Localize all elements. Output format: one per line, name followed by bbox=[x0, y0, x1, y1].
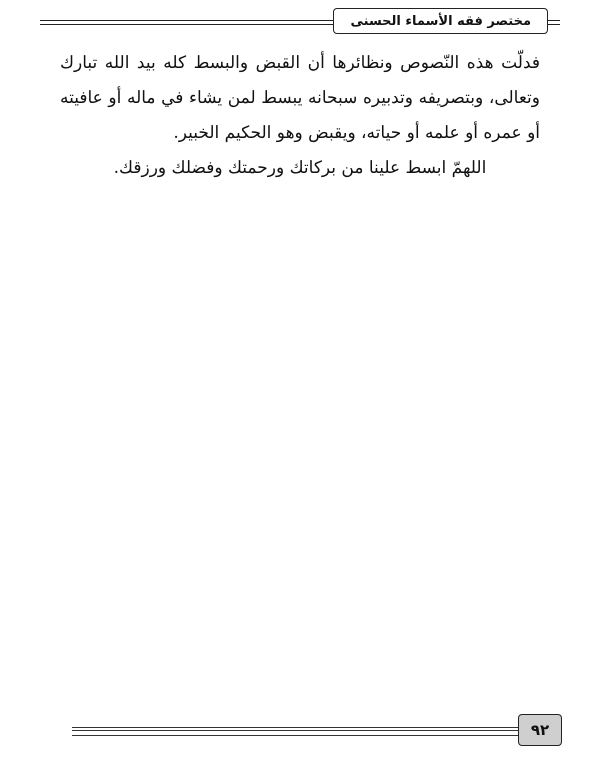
footer-rule bbox=[72, 727, 520, 736]
header-title-frame bbox=[333, 8, 548, 34]
page-body bbox=[60, 46, 540, 186]
running-header-title: مختصر فقه الأسماء الحسنى bbox=[350, 13, 531, 29]
page-number: ٩٢ bbox=[530, 721, 550, 739]
supplication-line: اللهمّ ابسط علينا من بركاتك ورحمتك وفضلك ورزقك. bbox=[113, 158, 487, 178]
page-number-badge bbox=[518, 714, 562, 746]
body-paragraph: فدلّت هذه النّصوص ونظائرها أن القبض والبسط كله بيد الله تبارك وتعالى، وبتصريفه وتدبيره سبحانه يبسط لمن يشاء في ماله أو عافيته أو عمره أو علمه أو حياته، ويقبض وهو الحكيم الخبير. bbox=[60, 53, 540, 143]
